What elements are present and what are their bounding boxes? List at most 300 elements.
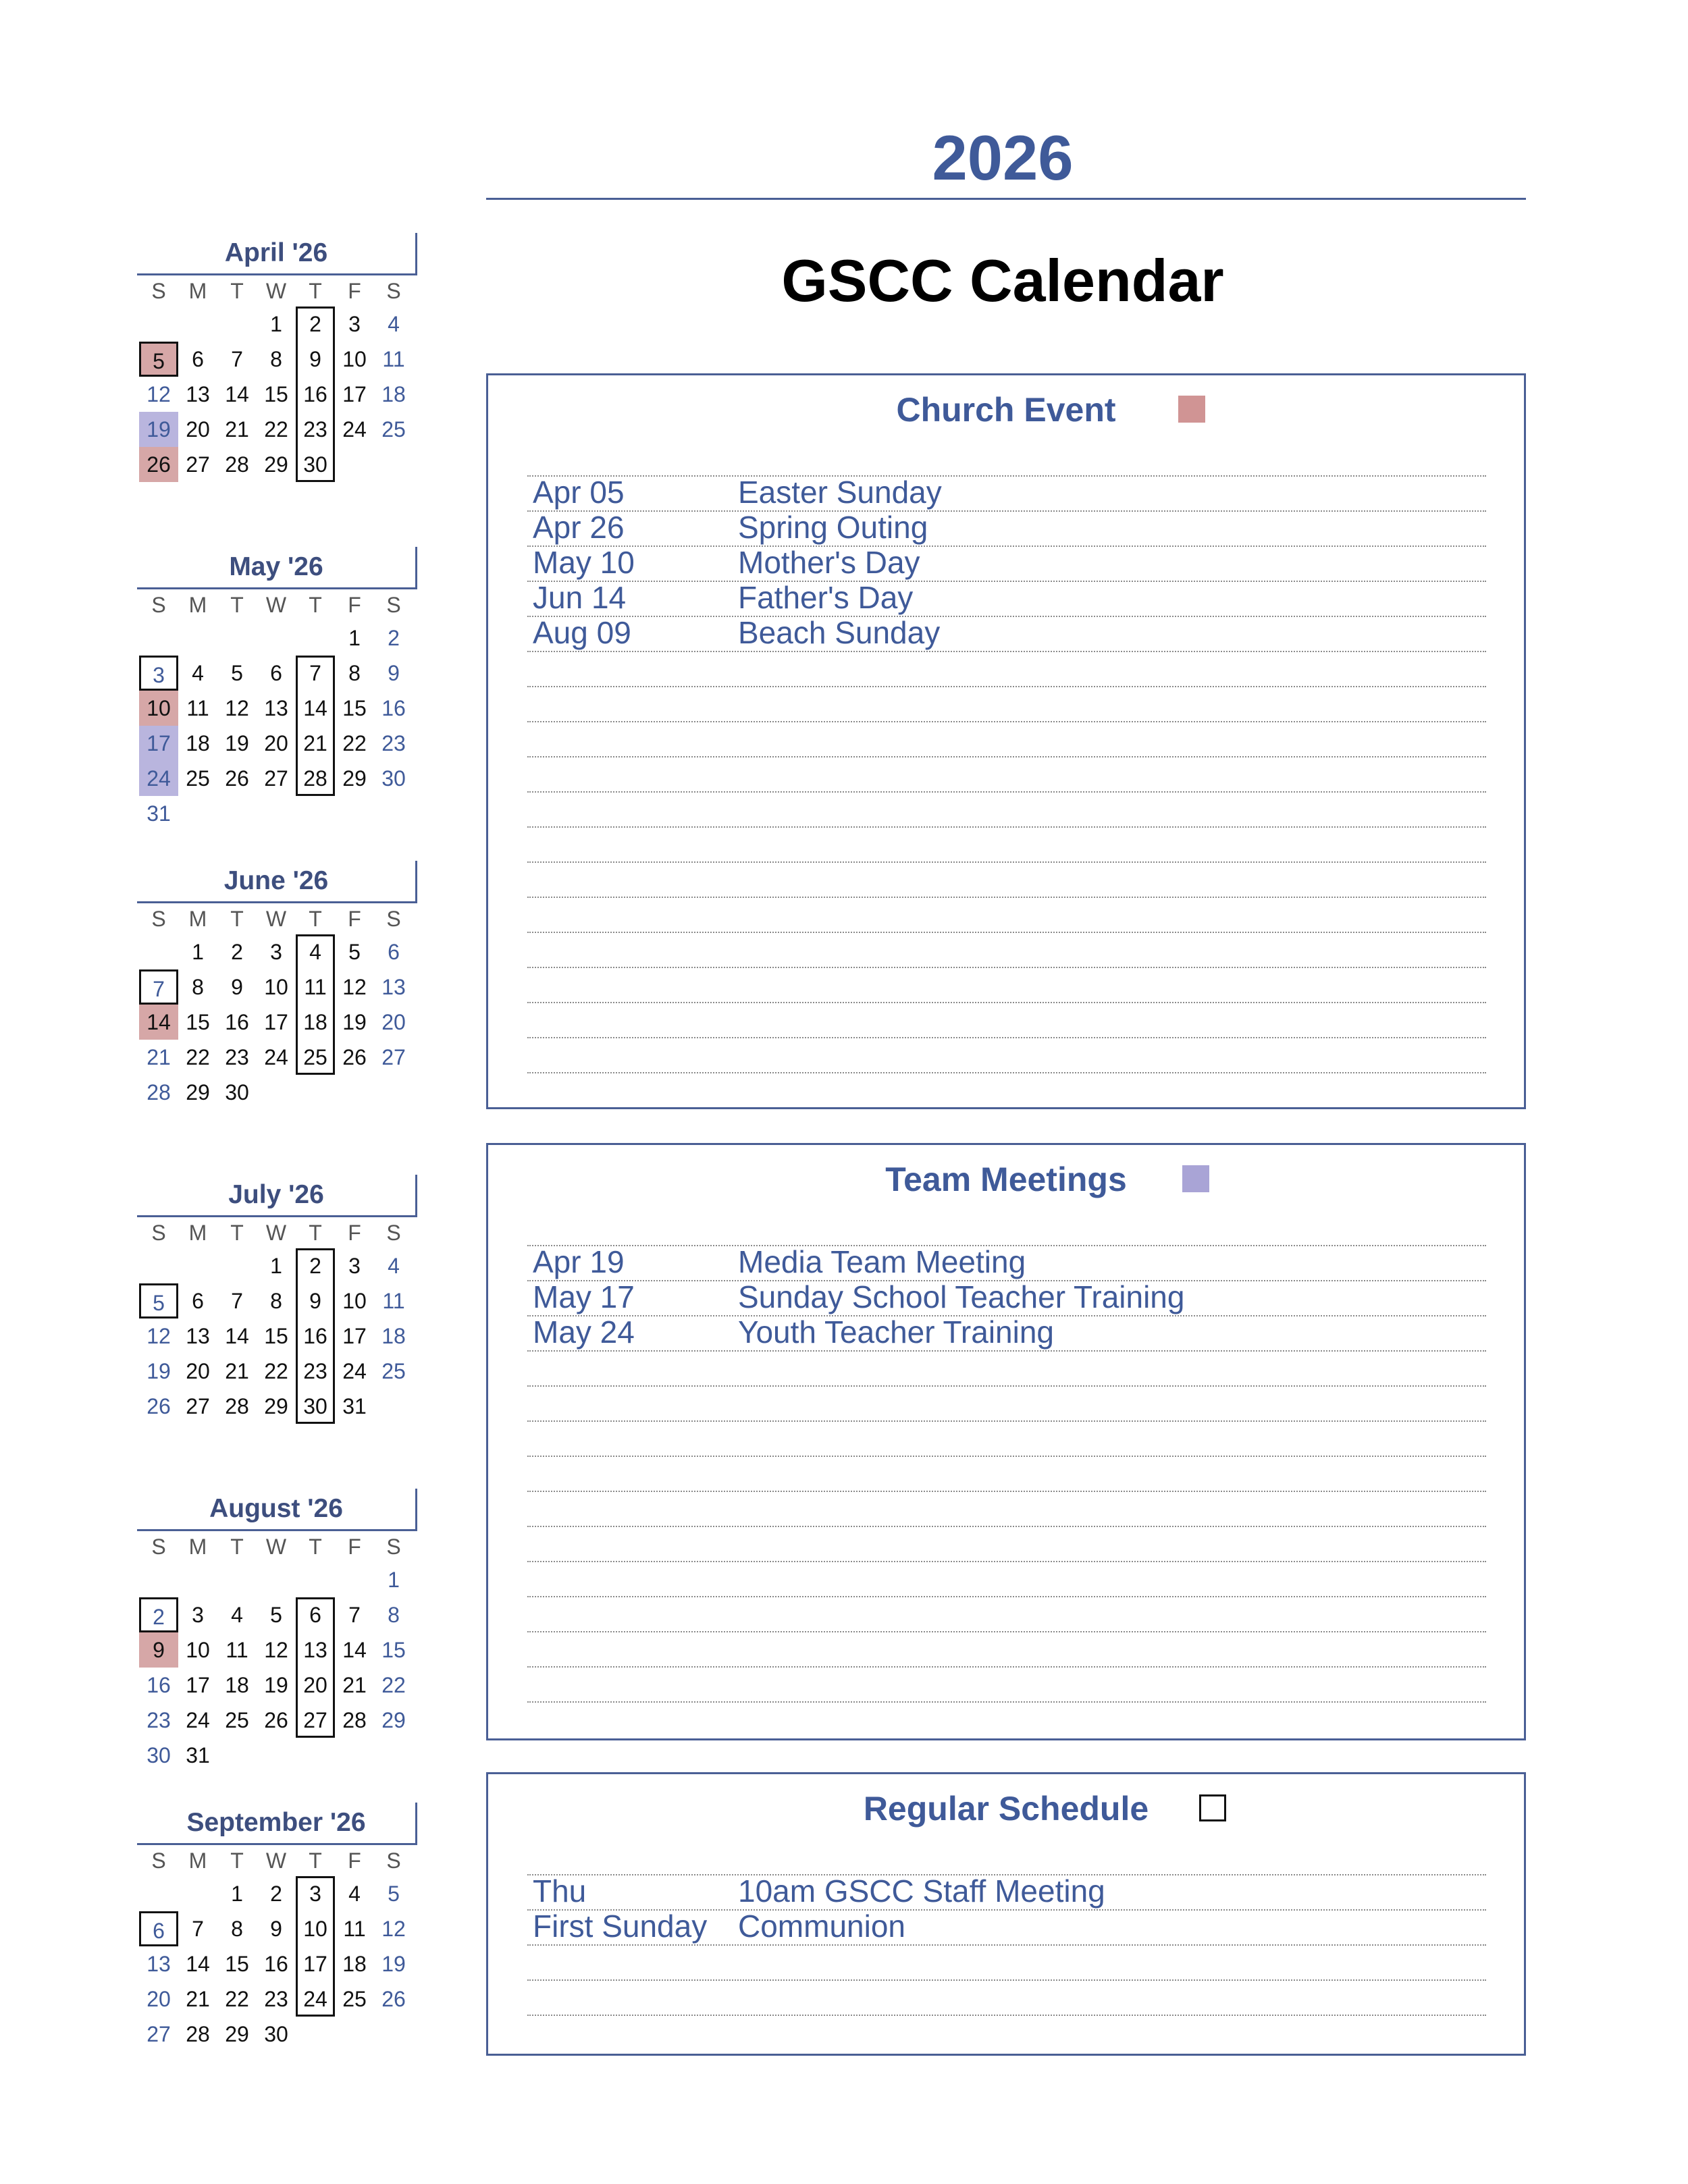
ruled-line — [527, 1385, 1486, 1387]
calendar-day: 10 — [342, 1289, 367, 1313]
calendar-day: 28 — [147, 1080, 171, 1104]
weekday-label: T — [309, 593, 322, 617]
calendar-day: 23 — [147, 1708, 171, 1732]
ruled-line — [527, 1944, 1486, 1946]
calendar-day: 5 — [348, 940, 361, 964]
weekday-label: W — [265, 1221, 287, 1245]
calendar-day: 2 — [139, 1597, 178, 1632]
calendar-day: 4 — [309, 940, 321, 964]
calendar-day: 15 — [264, 1324, 288, 1348]
calendar-day: 24 — [139, 761, 178, 796]
calendar-day: 3 — [139, 656, 178, 691]
calendar-day: 25 — [225, 1708, 249, 1732]
calendar-day: 17 — [342, 1324, 367, 1348]
event-date: Thu — [533, 1873, 587, 1909]
ruled-line — [527, 475, 1486, 477]
calendar-day: 4 — [348, 1882, 361, 1906]
calendar-day: 8 — [270, 347, 282, 371]
calendar-day: 27 — [381, 1045, 406, 1069]
event-date: First Sunday — [533, 1909, 708, 1944]
ruled-line — [527, 932, 1486, 933]
calendar-day: 6 — [309, 1603, 321, 1627]
weekday-label: M — [188, 593, 207, 617]
weekday-label: F — [348, 1848, 361, 1873]
weekday-label: S — [386, 907, 401, 931]
weekday-label: S — [386, 1221, 401, 1245]
calendar-day: 14 — [225, 1324, 249, 1348]
calendar-day: 4 — [192, 661, 204, 685]
calendar-day: 28 — [225, 1394, 249, 1418]
event-description: Easter Sunday — [738, 475, 942, 510]
calendar-day: 26 — [225, 766, 249, 791]
calendar-title: GSCC Calendar — [781, 247, 1224, 314]
calendar-day: 1 — [348, 626, 361, 650]
ruled-line — [527, 1350, 1486, 1352]
weekday-label: S — [151, 1221, 166, 1245]
event-date: Jun 14 — [533, 580, 627, 615]
calendar-day: 10 — [186, 1638, 210, 1662]
calendar-day: 2 — [231, 940, 243, 964]
event-date: May 10 — [533, 545, 635, 580]
ruled-line — [527, 791, 1486, 793]
calendar-day: 21 — [342, 1673, 367, 1697]
event-date: Aug 09 — [533, 615, 631, 650]
calendar-day: 11 — [382, 347, 405, 371]
calendar-day: 20 — [381, 1010, 406, 1034]
ruled-line — [527, 861, 1486, 863]
calendar-day: 20 — [303, 1673, 327, 1697]
calendar-day: 19 — [225, 731, 249, 755]
weekday-label: F — [348, 279, 361, 303]
calendar-day: 24 — [264, 1045, 288, 1069]
church-event-title: Church Event — [896, 391, 1116, 429]
mini-calendar-grid — [137, 1531, 417, 1773]
calendar-day: 14 — [342, 1638, 367, 1662]
weekday-label: T — [230, 593, 244, 617]
weekday-label: T — [309, 1848, 322, 1873]
calendar-day: 15 — [342, 696, 367, 720]
calendar-day: 11 — [304, 975, 327, 999]
church-event-color-swatch — [1178, 396, 1205, 423]
weekday-label: F — [348, 1221, 361, 1245]
team-meetings-panel — [486, 1143, 1526, 1740]
event-description: Media Team Meeting — [738, 1244, 1026, 1279]
ruled-line — [527, 1526, 1486, 1527]
mini-calendar-grid — [137, 1845, 417, 2087]
weekday-label: M — [188, 907, 207, 931]
weekday-label: S — [151, 593, 166, 617]
ruled-line — [527, 1561, 1486, 1562]
calendar-day: 24 — [303, 1987, 327, 2011]
calendar-day: 1 — [192, 940, 204, 964]
ruled-line — [527, 1072, 1486, 1073]
calendar-day: 21 — [225, 417, 249, 442]
calendar-day: 22 — [342, 731, 367, 755]
calendar-day: 13 — [303, 1638, 327, 1662]
calendar-day: 20 — [186, 1359, 210, 1383]
ruled-line — [527, 756, 1486, 757]
calendar-day: 6 — [192, 347, 204, 371]
calendar-day: 5 — [270, 1603, 282, 1627]
calendar-day: 16 — [303, 382, 327, 406]
calendar-day: 29 — [225, 2022, 249, 2046]
calendar-day: 21 — [186, 1987, 210, 2011]
calendar-day: 9 — [309, 1289, 321, 1313]
calendar-day: 1 — [388, 1568, 400, 1592]
calendar-day: 20 — [147, 1987, 171, 2011]
calendar-day: 20 — [186, 417, 210, 442]
calendar-day: 10 — [342, 347, 367, 371]
mini-calendar — [137, 233, 417, 517]
regular-schedule-panel — [486, 1772, 1526, 2056]
mini-calendar-grid — [137, 1217, 417, 1459]
event-description: Beach Sunday — [738, 615, 941, 650]
calendar-day: 18 — [381, 1324, 406, 1348]
calendar-day: 27 — [186, 452, 210, 477]
calendar-day: 22 — [225, 1987, 249, 2011]
calendar-day: 7 — [192, 1917, 204, 1941]
ruled-line — [527, 1456, 1486, 1457]
calendar-day: 8 — [231, 1917, 243, 1941]
calendar-day: 25 — [342, 1987, 367, 2011]
calendar-day: 9 — [270, 1917, 282, 1941]
mini-calendar — [137, 1489, 417, 1773]
mini-calendar — [137, 547, 417, 831]
calendar-day: 27 — [264, 766, 288, 791]
team-meetings-title: Team Meetings — [885, 1161, 1127, 1198]
mini-calendar-title: June '26 — [137, 861, 417, 903]
ruled-line — [527, 1631, 1486, 1632]
calendar-day: 5 — [388, 1882, 400, 1906]
mini-calendar-title: May '26 — [137, 547, 417, 589]
calendar-day: 3 — [309, 1882, 321, 1906]
calendar-day: 12 — [264, 1638, 288, 1662]
mini-calendar-grid — [137, 275, 417, 517]
calendar-day: 13 — [381, 975, 406, 999]
calendar-day: 17 — [342, 382, 367, 406]
weekday-label: W — [265, 907, 287, 931]
weekday-label: S — [151, 1848, 166, 1873]
event-description: Father's Day — [738, 580, 914, 615]
weekday-label: T — [309, 1535, 322, 1559]
weekday-label: T — [230, 279, 244, 303]
team-meetings-color-swatch — [1182, 1165, 1209, 1192]
weekday-label: S — [386, 1535, 401, 1559]
calendar-day: 12 — [147, 1324, 171, 1348]
calendar-day: 18 — [342, 1952, 367, 1976]
calendar-day: 16 — [381, 696, 406, 720]
calendar-day: 30 — [303, 1394, 327, 1418]
calendar-day: 9 — [139, 1632, 178, 1668]
calendar-day: 31 — [342, 1394, 367, 1418]
calendar-day: 16 — [147, 1673, 171, 1697]
ruled-line — [527, 1420, 1486, 1422]
event-description: Sunday School Teacher Training — [738, 1279, 1185, 1314]
calendar-day: 22 — [264, 1359, 288, 1383]
weekday-label: M — [188, 279, 207, 303]
calendar-day: 3 — [270, 940, 282, 964]
event-description: Youth Teacher Training — [738, 1314, 1055, 1350]
calendar-day: 24 — [186, 1708, 210, 1732]
event-date: Apr 19 — [533, 1244, 625, 1279]
calendar-day: 5 — [231, 661, 243, 685]
ruled-line — [527, 1701, 1486, 1703]
weekday-label: F — [348, 593, 361, 617]
calendar-day: 22 — [264, 417, 288, 442]
calendar-day: 27 — [303, 1708, 327, 1732]
calendar-day: 2 — [270, 1882, 282, 1906]
calendar-day: 18 — [303, 1010, 327, 1034]
calendar-day: 5 — [139, 1283, 178, 1319]
calendar-day: 9 — [309, 347, 321, 371]
weekday-label: W — [265, 279, 287, 303]
mini-calendar-title: August '26 — [137, 1489, 417, 1531]
calendar-day: 22 — [381, 1673, 406, 1697]
ruled-line — [527, 581, 1486, 582]
calendar-day: 24 — [342, 417, 367, 442]
event-description: Communion — [738, 1909, 905, 1944]
calendar-day: 17 — [139, 726, 178, 761]
ruled-line — [527, 686, 1486, 687]
calendar-day: 4 — [388, 1254, 400, 1278]
event-date: May 17 — [533, 1279, 635, 1314]
weekday-label: S — [151, 907, 166, 931]
weekday-label: T — [230, 1221, 244, 1245]
calendar-day: 23 — [303, 1359, 327, 1383]
calendar-day: 11 — [382, 1289, 405, 1313]
calendar-day: 23 — [225, 1045, 249, 1069]
calendar-day: 19 — [264, 1673, 288, 1697]
calendar-day: 29 — [186, 1080, 210, 1104]
weekday-label: F — [348, 907, 361, 931]
calendar-day: 14 — [225, 382, 249, 406]
calendar-day: 6 — [192, 1289, 204, 1313]
calendar-day: 28 — [342, 1708, 367, 1732]
calendar-day: 7 — [231, 1289, 243, 1313]
calendar-day: 24 — [342, 1359, 367, 1383]
weekday-label: S — [386, 593, 401, 617]
calendar-day: 8 — [348, 661, 361, 685]
weekday-label: W — [265, 1848, 287, 1873]
calendar-day: 2 — [309, 1254, 321, 1278]
calendar-day: 15 — [225, 1952, 249, 1976]
calendar-day: 4 — [231, 1603, 243, 1627]
calendar-day: 9 — [231, 975, 243, 999]
calendar-day: 19 — [342, 1010, 367, 1034]
calendar-day: 5 — [139, 342, 178, 377]
weekday-label: M — [188, 1221, 207, 1245]
calendar-day: 8 — [192, 975, 204, 999]
thursday-column-outline — [296, 656, 335, 796]
calendar-day: 21 — [147, 1045, 171, 1069]
calendar-day: 19 — [139, 412, 178, 447]
calendar-day: 21 — [225, 1359, 249, 1383]
ruled-line — [527, 616, 1486, 617]
ruled-line — [527, 1491, 1486, 1492]
thursday-column-outline — [296, 1248, 335, 1424]
thursday-column-outline — [296, 1597, 335, 1738]
calendar-day: 18 — [186, 731, 210, 755]
thursday-column-outline — [296, 307, 335, 482]
calendar-day: 10 — [139, 691, 178, 726]
calendar-day: 17 — [303, 1952, 327, 1976]
weekday-label: T — [309, 907, 322, 931]
year-heading: 2026 — [932, 122, 1074, 193]
calendar-day: 7 — [231, 347, 243, 371]
weekday-label: T — [309, 279, 322, 303]
calendar-day: 3 — [192, 1603, 204, 1627]
calendar-day: 26 — [342, 1045, 367, 1069]
weekday-label: S — [386, 279, 401, 303]
calendar-day: 11 — [226, 1638, 248, 1662]
calendar-day: 9 — [388, 661, 400, 685]
weekday-label: M — [188, 1535, 207, 1559]
ruled-line — [527, 826, 1486, 828]
calendar-day: 12 — [225, 696, 249, 720]
weekday-label: F — [348, 1535, 361, 1559]
calendar-day: 27 — [147, 2022, 171, 2046]
event-date: Apr 26 — [533, 510, 625, 545]
weekday-label: T — [230, 1535, 244, 1559]
calendar-day: 14 — [303, 696, 327, 720]
calendar-day: 29 — [381, 1708, 406, 1732]
calendar-day: 6 — [388, 940, 400, 964]
weekday-label: T — [309, 1221, 322, 1245]
calendar-day: 4 — [388, 312, 400, 336]
calendar-day: 13 — [264, 696, 288, 720]
calendar-day: 2 — [309, 312, 321, 336]
mini-calendar-title: April '26 — [137, 233, 417, 275]
ruled-line — [527, 897, 1486, 898]
calendar-day: 21 — [303, 731, 327, 755]
calendar-day: 13 — [186, 382, 210, 406]
calendar-day: 30 — [147, 1743, 171, 1767]
mini-calendar-title: July '26 — [137, 1175, 417, 1217]
calendar-day: 8 — [388, 1603, 400, 1627]
mini-calendar-grid — [137, 589, 417, 831]
weekday-label: W — [265, 593, 287, 617]
calendar-day: 23 — [303, 417, 327, 442]
calendar-day: 28 — [303, 766, 327, 791]
calendar-day: 3 — [348, 1254, 361, 1278]
calendar-day: 31 — [186, 1743, 210, 1767]
calendar-day: 3 — [348, 312, 361, 336]
calendar-day: 12 — [381, 1917, 406, 1941]
calendar-day: 10 — [264, 975, 288, 999]
event-date: Apr 05 — [533, 475, 625, 510]
ruled-line — [527, 721, 1486, 722]
calendar-day: 10 — [303, 1917, 327, 1941]
ruled-line — [527, 1037, 1486, 1038]
ruled-line — [527, 1596, 1486, 1597]
calendar-day: 1 — [270, 1254, 282, 1278]
calendar-day: 7 — [139, 969, 178, 1005]
calendar-day: 1 — [231, 1882, 243, 1906]
calendar-day: 30 — [303, 452, 327, 477]
mini-calendar — [137, 1803, 417, 2087]
calendar-day: 12 — [342, 975, 367, 999]
calendar-day: 2 — [388, 626, 400, 650]
calendar-day: 17 — [264, 1010, 288, 1034]
weekday-label: S — [386, 1848, 401, 1873]
event-description: Spring Outing — [738, 510, 928, 545]
ruled-line — [527, 1979, 1486, 1981]
calendar-day: 27 — [186, 1394, 210, 1418]
calendar-day: 29 — [342, 766, 367, 791]
calendar-day: 25 — [186, 766, 210, 791]
ruled-line — [527, 1666, 1486, 1668]
calendar-day: 18 — [225, 1673, 249, 1697]
calendar-day: 11 — [343, 1917, 366, 1941]
year-underline — [486, 198, 1526, 200]
mini-calendar — [137, 1175, 417, 1459]
calendar-day: 16 — [225, 1010, 249, 1034]
calendar-day: 19 — [147, 1359, 171, 1383]
calendar-day: 8 — [270, 1289, 282, 1313]
calendar-day: 14 — [186, 1952, 210, 1976]
calendar-day: 30 — [264, 2022, 288, 2046]
weekday-label: T — [230, 907, 244, 931]
calendar-day: 30 — [381, 766, 406, 791]
ruled-line — [527, 1002, 1486, 1003]
ruled-line — [527, 545, 1486, 547]
ruled-line — [527, 967, 1486, 968]
regular-schedule-title: Regular Schedule — [863, 1790, 1149, 1828]
weekday-label: S — [151, 1535, 166, 1559]
calendar-day: 29 — [264, 452, 288, 477]
calendar-day: 11 — [186, 696, 209, 720]
event-description: Mother's Day — [738, 545, 920, 580]
calendar-day: 18 — [381, 382, 406, 406]
event-description: 10am GSCC Staff Meeting — [738, 1873, 1105, 1909]
calendar-day: 25 — [381, 1359, 406, 1383]
calendar-day: 13 — [147, 1952, 171, 1976]
event-date: May 24 — [533, 1314, 635, 1350]
calendar-day: 28 — [186, 2022, 210, 2046]
calendar-day: 12 — [147, 382, 171, 406]
calendar-day: 6 — [139, 1911, 178, 1946]
mini-calendar — [137, 861, 417, 1145]
weekday-label: W — [265, 1535, 287, 1559]
calendar-day: 16 — [264, 1952, 288, 1976]
calendar-day: 15 — [186, 1010, 210, 1034]
calendar-day: 1 — [270, 312, 282, 336]
calendar-day: 15 — [264, 382, 288, 406]
calendar-day: 23 — [264, 1987, 288, 2011]
calendar-day: 16 — [303, 1324, 327, 1348]
calendar-day: 31 — [147, 801, 171, 826]
mini-calendar-grid — [137, 903, 417, 1145]
calendar-day: 17 — [186, 1673, 210, 1697]
ruled-line — [527, 510, 1486, 512]
calendar-day: 30 — [225, 1080, 249, 1104]
calendar-day: 25 — [303, 1045, 327, 1069]
calendar-day: 26 — [381, 1987, 406, 2011]
calendar-day: 26 — [139, 447, 178, 482]
calendar-day: 6 — [270, 661, 282, 685]
mini-calendar-title: September '26 — [137, 1803, 417, 1845]
calendar-day: 15 — [381, 1638, 406, 1662]
weekday-label: S — [151, 279, 166, 303]
calendar-day: 14 — [139, 1005, 178, 1040]
regular-schedule-color-swatch — [1199, 1794, 1226, 1821]
church-event-panel — [486, 373, 1526, 1109]
thursday-column-outline — [296, 934, 335, 1075]
calendar-day: 25 — [381, 417, 406, 442]
thursday-column-outline — [296, 1876, 335, 2017]
ruled-line — [527, 651, 1486, 652]
calendar-day: 26 — [264, 1708, 288, 1732]
